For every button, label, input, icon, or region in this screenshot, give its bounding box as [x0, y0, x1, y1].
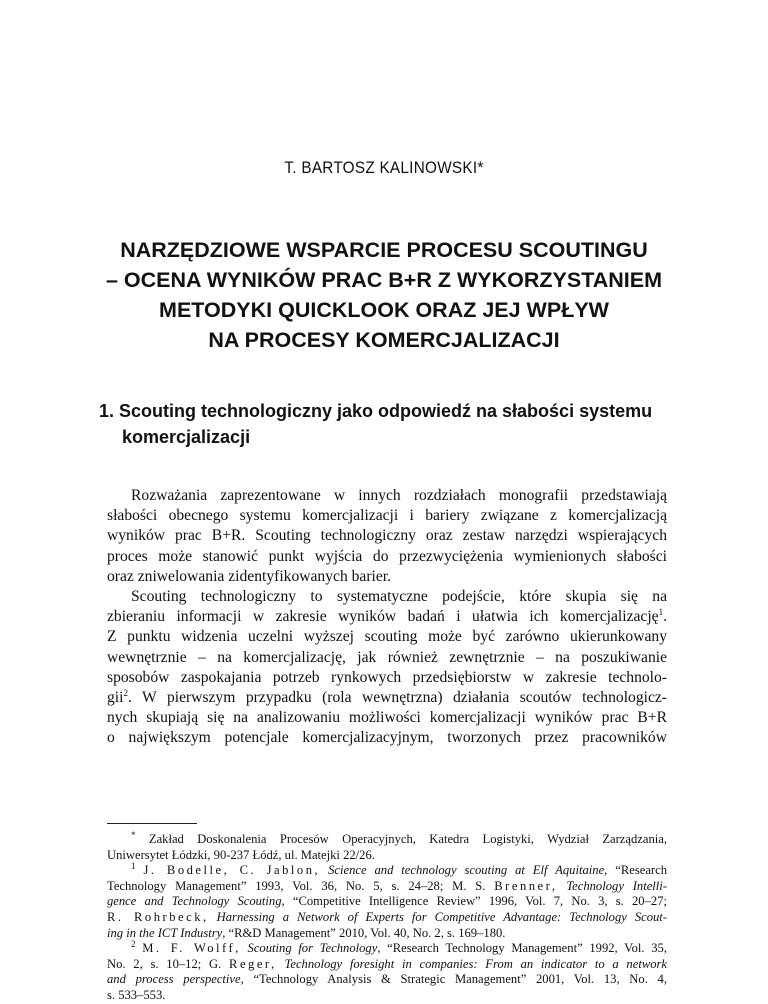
footnote-author: M. F. Wolff,: [142, 941, 241, 956]
author-name: T. BARTOSZ KALINOWSKI*: [284, 158, 484, 177]
footnote-line: [107, 829, 667, 848]
footnote-title: Technology Intelli-: [566, 878, 667, 893]
section-heading: [99, 398, 679, 450]
footnote-text: Technology Management” 1993, Vol. 36, No. 5, s. 24–28; M. S.: [107, 878, 486, 893]
footnote-text: “Research: [615, 863, 667, 878]
body-line: Rozważania zaprezentowane w innych rozdziałach monografii przedstawiają: [131, 487, 667, 504]
footnote-title: Science and technology scouting at Elf Aquitaine,: [328, 863, 608, 878]
footnote-author: J. Bodelle, C. Jablon,: [143, 863, 321, 878]
footnote-ref-2: 2: [123, 687, 128, 698]
footnote-title: ing in the ICT Industry: [107, 925, 223, 940]
footnote-title: and process perspective: [107, 972, 241, 987]
footnote-title: Scouting for Technology: [247, 941, 378, 956]
body-text: [107, 486, 667, 749]
footnote-text: Zakład Doskonalenia Procesów Operacyjnych, Katedra Logistyki, Wydział Zarządzania,: [148, 832, 667, 846]
body-line: Scouting technologiczny to systematyczne podejście, które skupia się na: [131, 588, 667, 606]
footnote-ref-1: 1: [658, 607, 664, 618]
heading-line: komercjalizacji: [122, 427, 251, 447]
footnote-text: , “Competitive Intelligence Review” 1996, Vol. 7, No. 3, s. 20–27;: [281, 894, 667, 909]
body-fragment: . W pierwszym przypadku (rola wewnętrzna) działania scoutów technologicz-: [127, 689, 667, 707]
footnote-mark: *: [131, 829, 136, 840]
body-line: wyników prac B+R. Scouting technologiczny oraz zestaw narzędzi wspierających: [107, 527, 667, 545]
footnote-title: Technology foresight in companies: From an indicator to a network: [284, 956, 668, 971]
body-line: o największym potencjale komercjalizacyjnym, tworzonych przez pracowników: [107, 729, 667, 747]
title-line: – OCENA WYNIKÓW PRAC B+R Z WYKORZYSTANIEM: [105, 268, 663, 292]
title-line: NARZĘDZIOWE WSPARCIE PROCESU SCOUTINGU: [120, 238, 648, 262]
footnote-author: R. Rohrbeck,: [107, 909, 209, 924]
footnote-divider: [107, 823, 197, 824]
footnote-author: Reger,: [229, 956, 277, 971]
body-line: zbieraniu informacji w zakresie wyników badań i ułatwia ich komercjalizację$^1$.: [107, 607, 667, 626]
title-line: METODYKI QUICKLOOK ORAZ JEJ WPŁYW: [159, 298, 609, 322]
footnote-line: [107, 972, 667, 988]
body-line: sposobów zaspokajania potrzeb rynkowych przedsiębiorstw w zakresie technolo-: [107, 668, 667, 686]
footnote-author: Brenner,: [494, 878, 558, 893]
footnote-line: [107, 879, 667, 895]
footnote-line: [107, 894, 667, 910]
chapter-title: [80, 235, 688, 355]
footnote-title: gence and Technology Scouting: [107, 894, 282, 909]
footnotes: [107, 829, 668, 1004]
footnote-mark: 2: [131, 938, 136, 949]
footnote-line: [107, 863, 667, 879]
footnote-mark: 1: [131, 861, 136, 871]
body-line: Z punktu widzenia uczelni wyższej scouting może być zarówno ukierunkowany: [107, 628, 667, 646]
body-line: oraz zniwelowania zidentyfikowanych barier.: [107, 567, 392, 585]
footnote-text: No. 2, s. 10–12; G.: [107, 956, 222, 971]
body-line: [107, 688, 667, 708]
body-line: wewnętrznie – na komercjalizację, jak również zewnętrznie – na poszukiwanie: [107, 648, 667, 666]
footnote-line: s. 533–553.: [107, 987, 166, 1002]
heading-line: 1. Scouting technologiczny jako odpowiedź na słabości systemu: [99, 401, 653, 421]
footnote-line: [107, 957, 667, 973]
body-line: słabości obecnego systemu komercjalizacji i bariery związane z komercjalizacją: [107, 507, 667, 525]
footnote-title: Harnessing a Network of Experts for Competitive Advantage: Technology Scout-: [216, 909, 668, 924]
body-fragment: zbieraniu informacji w zakresie wyników badań i ułatwia ich komercjalizację: [107, 608, 659, 626]
footnote-line: [107, 926, 667, 942]
footnote-line: Uniwersytet Łódzki, 90-237 Łódź, ul. Matejki 22/26.: [107, 847, 375, 862]
title-line: NA PROCESY KOMERCJALIZACJI: [208, 328, 560, 352]
footnote-line: [107, 910, 667, 926]
footnote-text: , “Research Technology Management” 1992, Vol. 35,: [377, 941, 668, 956]
footnote-text: , “R&D Management” 2010, Vol. 40, No. 2, s. 169–180.: [222, 925, 506, 940]
body-line: proces może stanowić punkt wyjścia do przezwyciężenia wymienionych słabości: [107, 547, 667, 565]
body-fragment: gii: [107, 689, 124, 707]
footnote-text: , “Technology Analysis & Strategic Management” 2001, Vol. 13, No. 4,: [240, 972, 667, 987]
body-line: nych skupiają się na analizowaniu możliwości komercjalizacji wyników prac B+R: [107, 709, 667, 727]
footnote-line: [107, 938, 668, 957]
